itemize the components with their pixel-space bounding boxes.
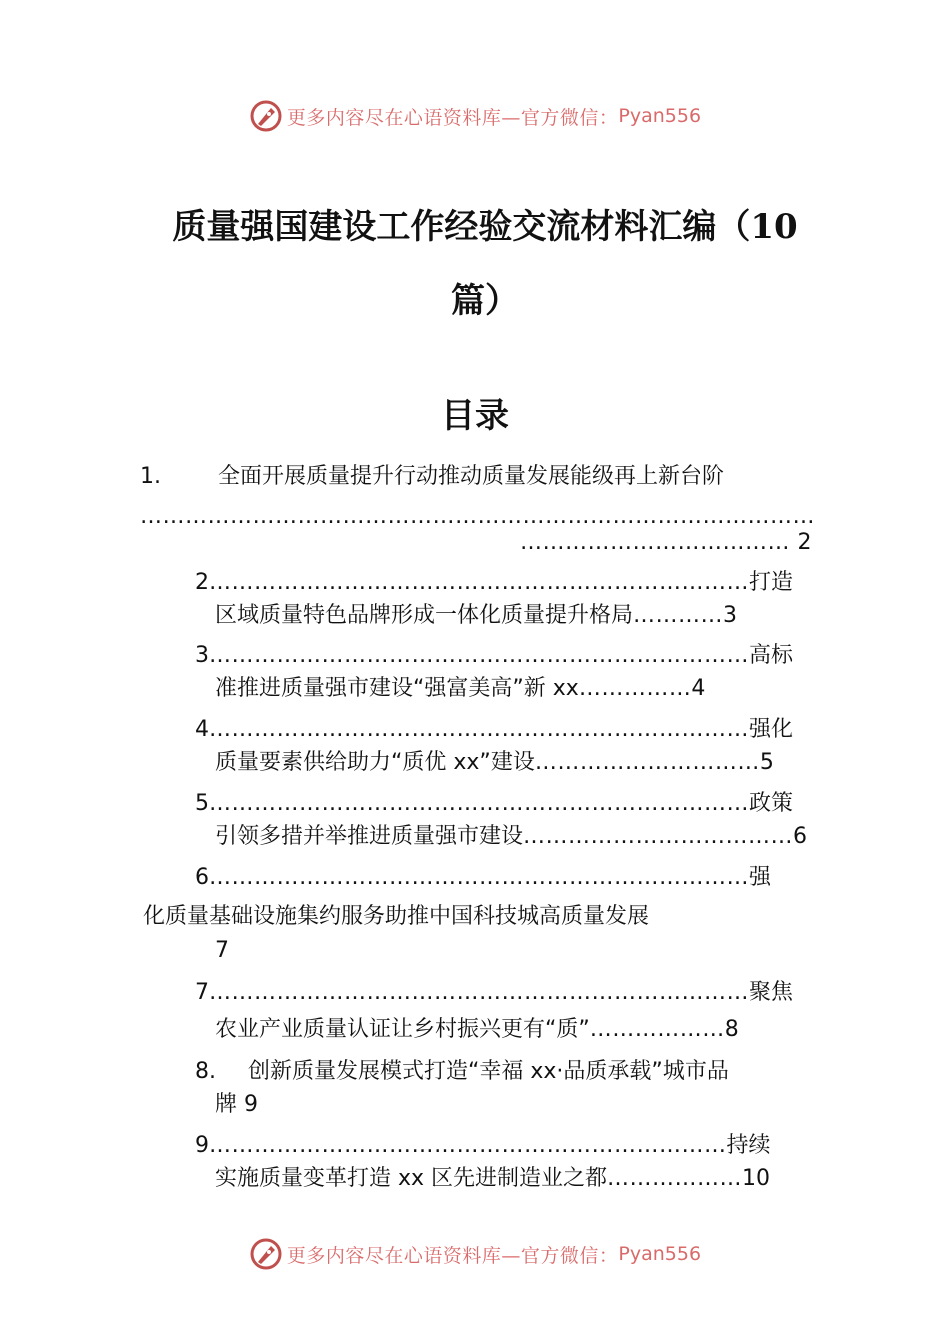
toc-leader-dots: …………… [578,676,692,701]
toc-item-6-title-start: 强 [749,865,772,890]
toc-leader-dots: ………… [633,603,724,628]
toc-item-3-number: 3 [195,643,209,668]
toc-item-9-row-2[interactable] [215,1164,770,1194]
toc-item-9-title: 实施质量变革打造 xx 区先进制造业之都 [215,1166,608,1191]
toc-item-4-row-2[interactable] [215,748,774,778]
toc-item-4-number: 4 [195,717,209,742]
toc-item-4-page: 5 [759,750,774,775]
banner-text: 更多内容尽在心语资料库—官方微信： [286,1244,619,1267]
toc-item-2-title-start: 打造 [749,570,794,595]
toc-item-9-number: 9 [195,1133,209,1158]
toc-item-4-title: 质量要素供给助力“质优 xx”建设 [215,750,535,775]
toc-item-5-row[interactable] [195,789,793,819]
toc-item-9-title-start: 持续 [726,1133,771,1158]
toc-leader-dots: ……………………………………………………………………………… [140,504,815,529]
toc-leader-dots: ……………………………………………………………… [209,643,749,668]
pen-nib-logo-icon [249,1237,283,1271]
toc-item-7-row[interactable] [195,978,793,1008]
footer-banner [0,1234,950,1274]
toc-leader-dots: ……………… [607,1166,743,1191]
toc-leader-dots: …………………………………………………………… [209,1133,727,1158]
toc-item-8-number[interactable]: 8. [195,1059,216,1084]
toc-item-1-title[interactable]: 全面开展质量提升行动推动质量发展能级再上新台阶 [218,464,725,489]
toc-leader-dots: ……………………………………………………………… [209,570,749,595]
toc-item-2-row-2[interactable] [215,601,737,631]
toc-heading: 目录 [441,396,509,436]
banner-wechat-id: Pyan556 [618,105,702,127]
toc-item-8-title-end[interactable]: 牌 9 [215,1092,258,1117]
toc-item-2-page: 3 [723,603,738,628]
toc-item-3-title-start: 高标 [749,643,794,668]
banner-text: 更多内容尽在心语资料库—官方微信： [286,106,619,129]
toc-item-2-number: 2 [195,570,209,595]
toc-item-7-number: 7 [195,980,209,1005]
toc-item-1-page: 2 [797,530,812,555]
document-title: 质量强国建设工作经验交流材料汇编（10篇） [172,207,798,321]
banner-wechat-id: Pyan556 [618,1243,702,1265]
toc-item-4-row[interactable] [195,715,793,745]
toc-item-3-row-2[interactable] [215,674,705,704]
toc-item-6-number: 6 [195,865,209,890]
toc-item-7-title: 农业产业质量认证让乡村振兴更有“质” [215,1017,590,1042]
toc-leader-dots: ……………………………………………………………… [209,865,749,890]
toc-item-5-page: 6 [793,824,808,849]
toc-item-7-row-2[interactable] [215,1015,739,1045]
toc-item-6-row[interactable] [195,863,771,893]
toc-item-1-page-row[interactable] [520,528,812,558]
toc-item-5-title: 引领多措并举推进质量强市建设 [215,824,524,849]
toc-item-9-page: 10 [742,1166,771,1191]
toc-item-3-row[interactable] [195,641,793,671]
toc-item-6-page[interactable]: 7 [215,938,229,963]
toc-item-4-title-start: 强化 [749,717,794,742]
toc-item-8-title[interactable]: 创新质量发展模式打造“幸福 xx·品质承载”城市品 [248,1059,729,1084]
toc-item-2-title: 区域质量特色品牌形成一体化质量提升格局 [215,603,634,628]
toc-leader-dots: ………………………… [534,750,760,775]
toc-item-7-page: 8 [724,1017,739,1042]
toc-item-6-title[interactable]: 化质量基础设施集约服务助推中国科技城高质量发展 [143,904,650,929]
toc-item-3-title: 准推进质量强市建设“强富美高”新 xx [215,676,579,701]
toc-leader-dots: ……………………………… [523,824,794,849]
toc-item-1-number[interactable]: 1. [140,464,161,489]
toc-item-3-page: 4 [691,676,706,701]
toc-leader-dots: ……………………………………………………………… [209,791,749,816]
toc-item-5-title-start: 政策 [749,791,794,816]
toc-leader-dots: ……………………………………………………………… [209,717,749,742]
toc-item-2-row[interactable] [195,568,793,598]
toc-item-5-row-2[interactable] [215,822,807,852]
toc-leader-dots: ……………………………………………………………… [209,980,749,1005]
toc-leader-dots: ……………… [589,1017,725,1042]
toc-leader-dots: ……………………………… [520,530,798,555]
toc-item-7-title-start: 聚焦 [749,980,794,1005]
header-banner [0,96,950,136]
toc-item-5-number: 5 [195,791,209,816]
pen-nib-logo-icon [249,99,283,133]
toc-item-9-row[interactable] [195,1131,771,1161]
